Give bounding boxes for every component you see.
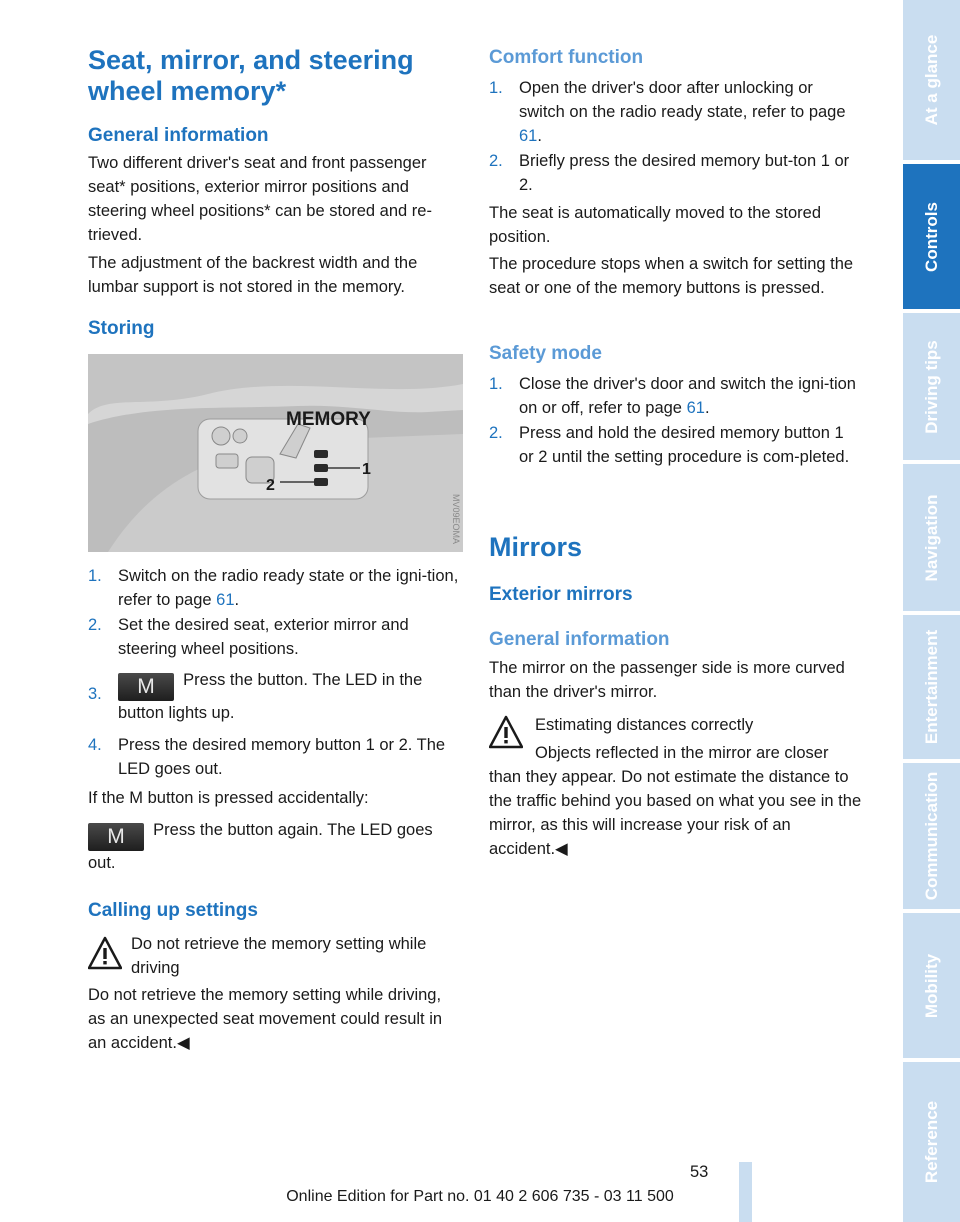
mirror-general-heading: General information bbox=[489, 629, 670, 650]
calling-up-heading: Calling up settings bbox=[88, 900, 258, 921]
safety-step-1: 1. Close the driver's door and switch the igni-tion on or off, refer to page 61. bbox=[489, 375, 856, 417]
storing-heading: Storing bbox=[88, 318, 155, 339]
tab-navigation[interactable]: Navigation bbox=[903, 464, 960, 611]
mirror-warning-title: Estimating distances correctly bbox=[535, 716, 754, 734]
mirror-paragraph: The mirror on the passenger side is more curved than the driver's mirror. bbox=[489, 659, 845, 701]
calling-warning-title: Do not retrieve the memory setting while driving bbox=[131, 935, 427, 977]
memory-m-button-icon: M bbox=[118, 673, 174, 701]
comfort-heading: Comfort function bbox=[489, 47, 644, 68]
tab-communication[interactable]: Communication bbox=[903, 763, 960, 909]
tab-driving-tips[interactable]: Driving tips bbox=[903, 313, 960, 460]
tab-reference[interactable]: Reference bbox=[903, 1062, 960, 1222]
storing-step-4: 4. Press the desired memory button 1 or 2. The LED goes out. bbox=[88, 736, 446, 778]
tab-mobility[interactable]: Mobility bbox=[903, 913, 960, 1058]
page-link[interactable]: 61 bbox=[686, 399, 705, 417]
seat-memory-image bbox=[88, 354, 463, 552]
general-info-p2: The adjustment of the backrest width and the lumbar support is not stored in the memory. bbox=[88, 254, 418, 296]
comfort-paragraph-2: The procedure stops when a switch for setting the seat or one of the memory buttons is pressed. bbox=[489, 255, 854, 297]
tab-entertainment[interactable]: Entertainment bbox=[903, 615, 960, 759]
calling-warning-body: Do not retrieve the memory setting while driving, as an unexpected seat movement could result in an accident.◀ bbox=[88, 986, 443, 1052]
mirror-warning-body: Objects reflected in the mirror are closer than they appear. Do not estimate the distance to the traffic behind you based on what you see in the mirror, as this will increase your risk of an accident.◀ bbox=[489, 744, 862, 858]
memory-label: MEMORY bbox=[286, 409, 371, 430]
page-link[interactable]: 61 bbox=[216, 591, 235, 609]
callout-2: 2 bbox=[266, 477, 275, 494]
image-code: MV09EOMA bbox=[451, 494, 461, 545]
general-info-p1: Two different driver's seat and front passenger seat* positions, exterior mirror positions and steering wheel positions* can be stored and re-trieved. bbox=[88, 154, 432, 244]
tab-at-a-glance[interactable]: At a glance bbox=[903, 0, 960, 160]
warning-icon bbox=[88, 936, 122, 975]
page-title: Seat, mirror, and steering wheel memory* bbox=[88, 45, 414, 106]
storing-step-2: 2. Set the desired seat, exterior mirror and steering wheel positions. bbox=[88, 616, 409, 658]
mirrors-title: Mirrors bbox=[489, 532, 583, 562]
tab-controls[interactable]: Controls bbox=[903, 164, 960, 309]
exterior-mirrors-heading: Exterior mirrors bbox=[489, 584, 633, 605]
safety-heading: Safety mode bbox=[489, 343, 602, 364]
general-info-heading: General information bbox=[88, 125, 269, 146]
press-again-paragraph: M Press the button again. The LED goes out. bbox=[88, 821, 433, 872]
comfort-step-1: 1. Open the driver's door after unlocking or switch on the radio ready state, refer to page 61. bbox=[489, 79, 846, 145]
comfort-paragraph-1: The seat is automatically moved to the stored position. bbox=[489, 204, 821, 246]
page-number: 53 bbox=[690, 1163, 709, 1181]
footer: Online Edition for Part no. 01 40 2 606 735 - 03 11 500 bbox=[286, 1188, 674, 1205]
callout-1: 1 bbox=[362, 461, 371, 478]
memory-m-button-icon-2: M bbox=[88, 823, 144, 851]
comfort-step-2: 2. Briefly press the desired memory but-ton 1 or 2. bbox=[489, 152, 850, 194]
storing-step-3: 3. M Press the button. The LED in the button lights up. bbox=[88, 671, 423, 722]
accidental-paragraph: If the M button is pressed accidentally: bbox=[88, 789, 369, 807]
page-link[interactable]: 61 bbox=[519, 127, 538, 145]
safety-step-2: 2. Press and hold the desired memory button 1 or 2 until the setting procedure is com-pleted. bbox=[489, 424, 850, 466]
storing-step-1: 1. Switch on the radio ready state or the igni-tion, refer to page 61. bbox=[88, 567, 459, 609]
section-tabs bbox=[903, 0, 960, 1222]
